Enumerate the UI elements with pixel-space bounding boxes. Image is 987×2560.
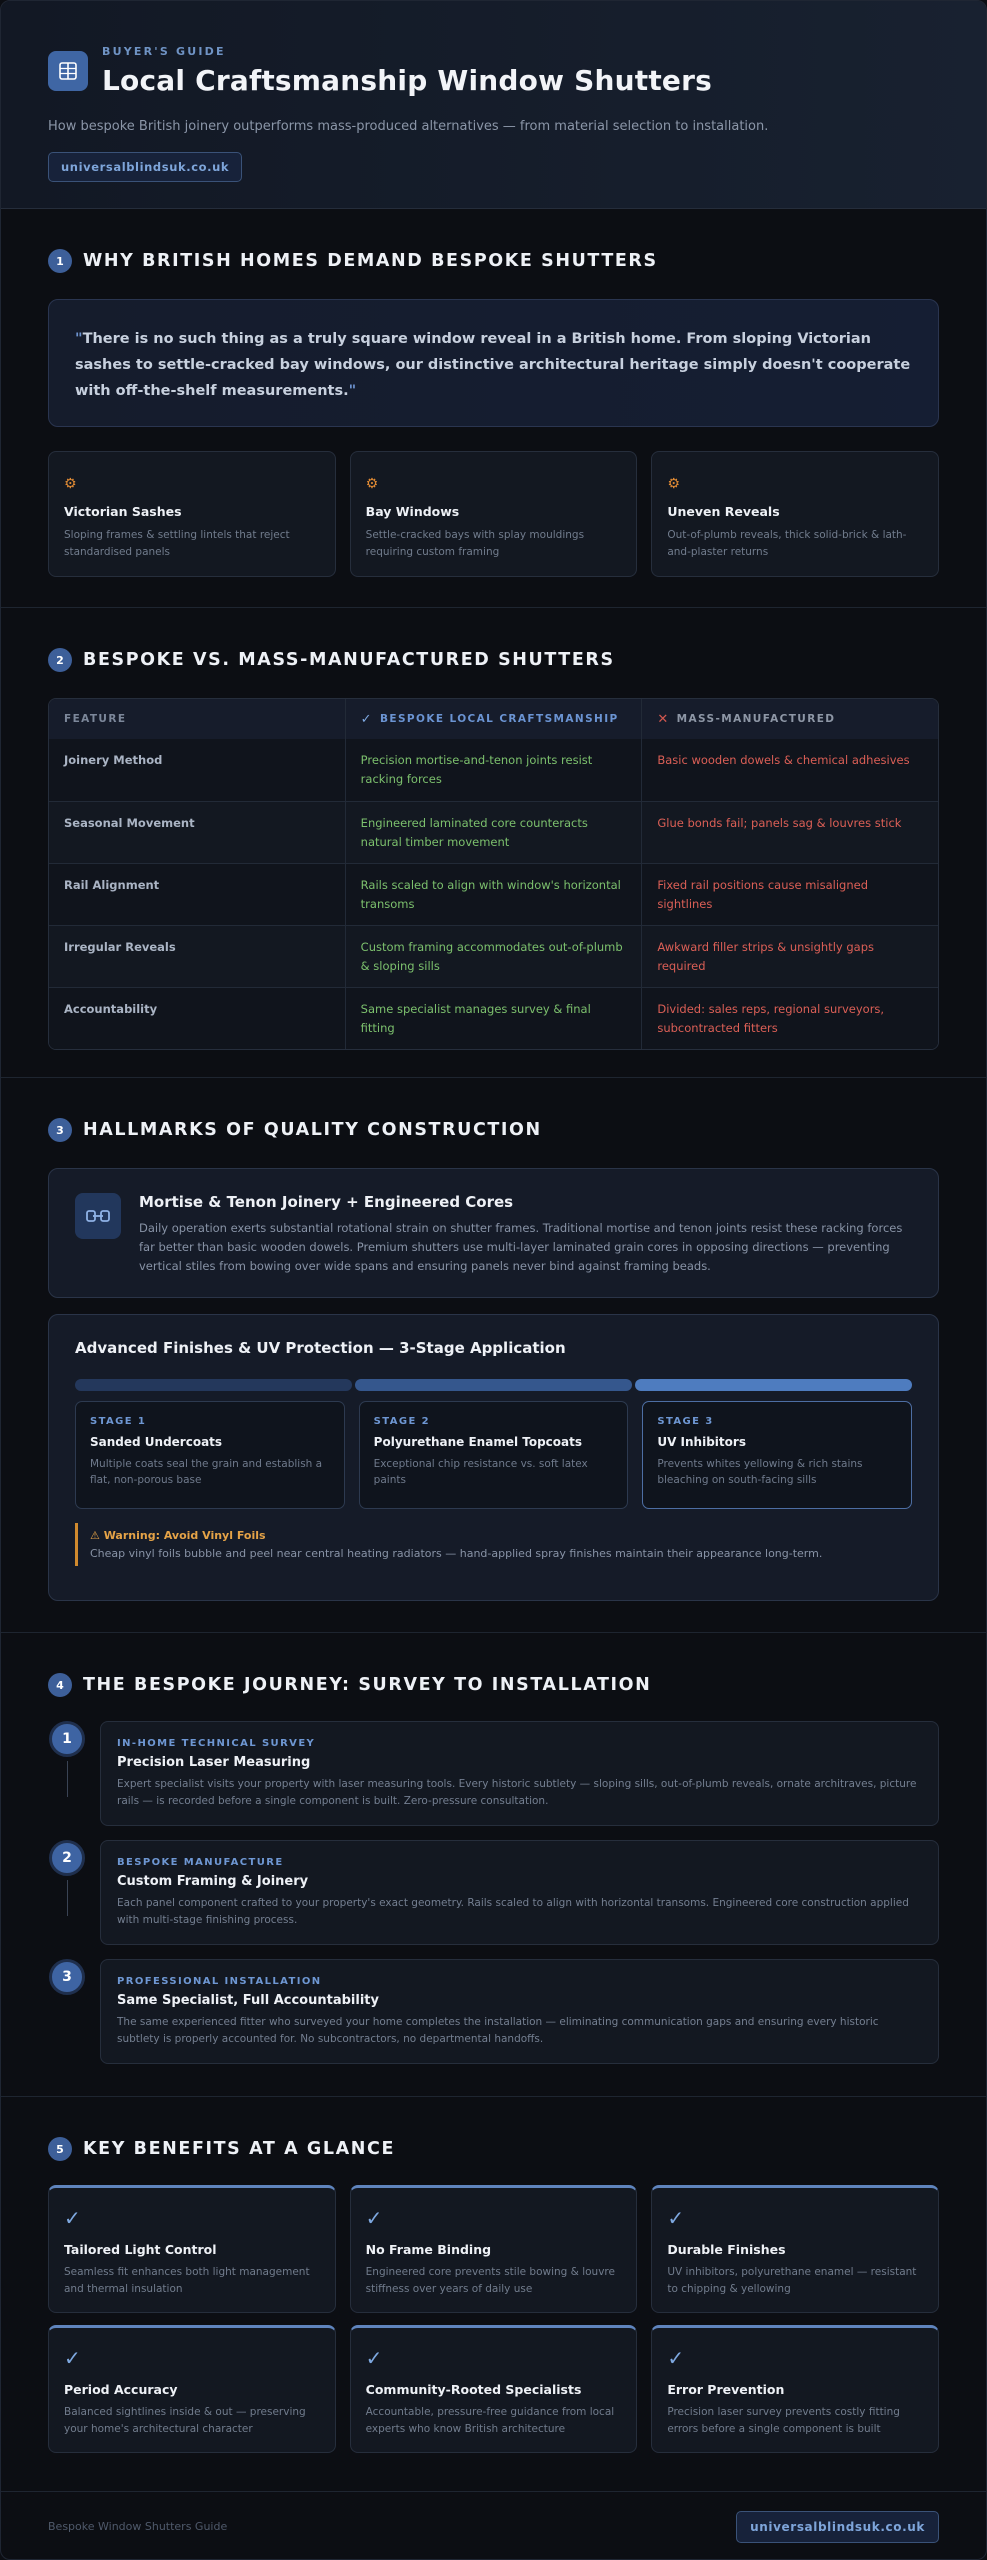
section-comparison — [1, 608, 986, 1078]
step-desc: Expert specialist visits your property with laser measuring tools. Every historic subtlety — sloping sills, out-of-plumb reveals, ornate architraves, picture rails — is recorded before a single component is built. Zero-pressure consultation. — [117, 1778, 917, 1807]
footer-domain-link[interactable]: universalblindsuk.co.uk — [736, 2511, 939, 2543]
stage-card — [75, 1401, 345, 1509]
bespoke-cell: Same specialist manages survey & final fitting — [345, 988, 642, 1049]
feature-cell: Seasonal Movement — [64, 816, 195, 830]
eyebrow: BUYER'S GUIDE — [102, 45, 226, 58]
check-icon: ✓ — [365, 2206, 383, 2230]
finishes-title: Advanced Finishes & UV Protection — 3-Stage Application — [75, 1339, 566, 1357]
benefit-title: No Frame Binding — [365, 2242, 492, 2257]
stage-label: STAGE 1 — [90, 1416, 147, 1427]
bespoke-cell: Precision mortise-and-tenon joints resist racking forces — [345, 739, 642, 801]
step-label: PROFESSIONAL INSTALLATION — [117, 1976, 322, 1987]
bespoke-cell: Custom framing accommodates out-of-plumb & sloping sills — [345, 926, 642, 987]
check-icon: ✓ — [64, 2346, 81, 2370]
step-title: Same Specialist, Full Accountability — [117, 1993, 379, 2008]
stage-desc: Exceptional chip resistance vs. soft latex paints — [373, 1458, 588, 1486]
benefit-title: Period Accuracy — [64, 2382, 178, 2397]
step-desc: The same experienced fitter who surveyed your home completes the installation — eliminating communication gaps and ensuring every historic subtlety is properly accounted for. No subcontractors, no departmental handoffs. — [117, 2016, 879, 2045]
quote-text: There is no such thing as a truly square window reveal in a British home. From sloping Victorian sashes to settle-cracked bay windows, our distinctive architectural heritage simply doesn't cooperate with off-the-shelf measurements. — [75, 331, 911, 399]
step-marker — [48, 1959, 86, 2064]
mass-cell: Awkward filler strips & unsightly gaps required — [641, 926, 938, 987]
table-header-row — [49, 699, 938, 739]
section-title: KEY BENEFITS AT A GLANCE — [83, 2139, 396, 2159]
benefit-card — [651, 2325, 939, 2453]
benefit-desc: Balanced sightlines inside & out — preserving your home's architectural character — [64, 2406, 306, 2435]
benefit-desc: UV inhibitors, polyurethane enamel — resistant to chipping & yellowing — [667, 2266, 917, 2295]
section-title: HALLMARKS OF QUALITY CONSTRUCTION — [83, 1120, 542, 1140]
mass-cell: Fixed rail positions cause misaligned sightlines — [641, 864, 938, 925]
stage-progress-bar — [75, 1379, 912, 1391]
benefit-card — [350, 2185, 638, 2313]
step-title: Precision Laser Measuring — [117, 1755, 311, 1770]
table-row — [49, 801, 938, 863]
column-header-label: BESPOKE LOCAL CRAFTSMANSHIP — [379, 712, 619, 725]
feature-cell: Joinery Method — [64, 753, 163, 767]
benefit-card — [48, 2325, 336, 2453]
timeline-connector — [67, 1880, 68, 1916]
step-number: 3 — [49, 1959, 85, 1995]
section-heading — [48, 2137, 939, 2161]
section-number: 1 — [48, 249, 72, 273]
home-type-card — [48, 451, 336, 577]
benefit-desc: Seamless fit enhances both light management and thermal insulation — [64, 2266, 310, 2295]
mass-cell: Basic wooden dowels & chemical adhesives — [641, 739, 938, 801]
footer-text: Bespoke Window Shutters Guide — [48, 2520, 228, 2533]
gear-icon: ⚙ — [64, 476, 77, 492]
step-card — [100, 1840, 939, 1945]
card-title: Uneven Reveals — [667, 504, 780, 519]
stage-card — [359, 1401, 629, 1509]
stage-desc: Prevents whites yellowing & rich stains bleaching on south-facing sills — [657, 1458, 863, 1486]
timeline-connector — [67, 1761, 68, 1797]
close-quote-icon: " — [348, 383, 357, 399]
open-quote-icon: " — [75, 331, 83, 347]
column-header-mass — [641, 699, 938, 739]
section-heading — [48, 648, 939, 672]
stage-label: STAGE 3 — [657, 1416, 714, 1427]
stage-cards — [75, 1401, 912, 1509]
table-row — [49, 739, 938, 801]
benefit-title: Community-Rooted Specialists — [365, 2382, 582, 2397]
step-marker — [48, 1721, 86, 1826]
column-header-feature: FEATURE — [64, 712, 127, 725]
feature-cell: Irregular Reveals — [64, 940, 176, 954]
card-title: Victorian Sashes — [64, 504, 182, 519]
section-why-bespoke — [1, 209, 986, 608]
section-number: 2 — [48, 648, 72, 672]
journey-step — [48, 1840, 939, 1945]
benefits-grid — [48, 2185, 939, 2453]
benefit-title: Error Prevention — [667, 2382, 785, 2397]
table-row — [49, 987, 938, 1049]
stage-title: UV Inhibitors — [657, 1435, 746, 1449]
feature-cell: Accountability — [64, 1002, 158, 1016]
step-card — [100, 1959, 939, 2064]
check-icon: ✓ — [360, 711, 373, 727]
step-number: 1 — [49, 1721, 85, 1757]
step-label: IN-HOME TECHNICAL SURVEY — [117, 1738, 316, 1749]
section-heading — [48, 249, 939, 273]
domain-link[interactable]: universalblindsuk.co.uk — [48, 152, 242, 182]
joint-link-icon — [75, 1193, 121, 1239]
benefit-card — [48, 2185, 336, 2313]
step-card — [100, 1721, 939, 1826]
journey-step — [48, 1721, 939, 1826]
home-type-card — [651, 451, 939, 577]
journey-step — [48, 1959, 939, 2064]
gear-icon: ⚙ — [667, 476, 680, 492]
step-marker — [48, 1840, 86, 1945]
stage-1-bar — [75, 1379, 352, 1391]
benefit-title: Durable Finishes — [667, 2242, 786, 2257]
benefit-desc: Accountable, pressure-free guidance from local experts who know British architecture — [365, 2406, 615, 2435]
column-header-label: MASS-MANUFACTURED — [676, 712, 836, 725]
home-type-card — [350, 451, 638, 577]
check-icon: ✓ — [365, 2346, 383, 2370]
stage-card — [642, 1401, 912, 1509]
benefit-card — [350, 2325, 638, 2453]
step-desc: Each panel component crafted to your property's exact geometry. Rails scaled to align with horizontal transoms. Engineered core construction applied with multi-stage finishing process. — [117, 1897, 909, 1926]
stage-label: STAGE 2 — [373, 1416, 430, 1427]
hero-titles — [102, 45, 712, 97]
page-footer — [1, 2492, 986, 2560]
comparison-table — [48, 698, 939, 1050]
journey-timeline — [48, 1721, 939, 2064]
page-subtitle: How bespoke British joinery outperforms mass-produced alternatives — from material selection to installation. — [48, 119, 769, 134]
stage-title: Polyurethane Enamel Topcoats — [373, 1435, 583, 1449]
bespoke-cell: Rails scaled to align with window's horizontal transoms — [345, 864, 642, 925]
section-benefits — [1, 2097, 986, 2492]
section-heading — [48, 1118, 939, 1142]
card-desc: Sloping frames & settling lintels that reject standardised panels — [64, 529, 290, 558]
benefit-desc: Precision laser survey prevents costly fitting errors before a single component is built — [667, 2406, 900, 2435]
step-number: 2 — [49, 1840, 85, 1876]
table-row — [49, 863, 938, 925]
benefit-card — [651, 2185, 939, 2313]
finishes-card — [48, 1314, 939, 1601]
section-heading — [48, 1673, 939, 1697]
table-row — [49, 925, 938, 987]
warning-desc: Cheap vinyl foils bubble and peel near central heating radiators — hand-applied spray finishes maintain their appearance long-term. — [90, 1547, 823, 1560]
cross-icon: ✕ — [657, 711, 670, 727]
page-title: Local Craftsmanship Window Shutters — [102, 64, 712, 97]
warning-title: ⚠ Warning: Avoid Vinyl Foils — [90, 1529, 266, 1542]
card-desc: Settle-cracked bays with splay mouldings requiring custom framing — [365, 529, 585, 558]
mortise-desc: Daily operation exerts substantial rotational strain on shutter frames. Traditional mortise and tenon joints resist these racking forces far better than basic wooden dowels. Premium shutters use multi-layer laminated grain cores in opposing directions — preventing vertical stiles from bowing over wide spans and ensuring panels never bind against framing beads. — [139, 1221, 903, 1273]
mortise-text — [139, 1193, 912, 1273]
card-desc: Out-of-plumb reveals, thick solid-brick & lath-and-plaster returns — [667, 529, 907, 558]
gear-icon: ⚙ — [365, 476, 379, 492]
table-body — [49, 739, 938, 1049]
mass-cell: Glue bonds fail; panels sag & louvres stick — [641, 802, 938, 863]
section-number: 5 — [48, 2137, 72, 2161]
stage-3-bar — [635, 1379, 912, 1391]
card-title: Bay Windows — [365, 504, 460, 519]
section-title: THE BESPOKE JOURNEY: SURVEY TO INSTALLATION — [83, 1675, 652, 1695]
feature-cell: Rail Alignment — [64, 878, 160, 892]
warning-callout — [75, 1523, 912, 1566]
column-header-bespoke — [345, 699, 642, 739]
section-number: 4 — [48, 1673, 72, 1697]
section-journey — [1, 1633, 986, 2097]
step-label: BESPOKE MANUFACTURE — [117, 1857, 284, 1868]
hero-header — [1, 1, 986, 209]
mortise-title: Mortise & Tenon Joinery + Engineered Cores — [139, 1193, 514, 1211]
stage-2-bar — [355, 1379, 632, 1391]
hero-top — [48, 45, 939, 97]
section-title: WHY BRITISH HOMES DEMAND BESPOKE SHUTTERS — [83, 251, 658, 271]
section-quality — [1, 1078, 986, 1633]
mortise-card — [48, 1168, 939, 1298]
step-title: Custom Framing & Joinery — [117, 1874, 309, 1889]
section-title: BESPOKE VS. MASS-MANUFACTURED SHUTTERS — [83, 650, 615, 670]
mass-cell: Divided: sales reps, regional surveyors, subcontracted fitters — [641, 988, 938, 1049]
bespoke-cell: Engineered laminated core counteracts natural timber movement — [345, 802, 642, 863]
benefit-desc: Engineered core prevents stile bowing & louvre stiffness over years of daily use — [365, 2266, 615, 2295]
check-icon: ✓ — [667, 2206, 685, 2230]
home-type-cards — [48, 451, 939, 577]
window-grid-icon — [48, 51, 88, 91]
check-icon: ✓ — [667, 2346, 685, 2370]
stage-desc: Multiple coats seal the grain and establish a flat, non-porous base — [90, 1458, 323, 1486]
section-number: 3 — [48, 1118, 72, 1142]
quote-block — [48, 299, 939, 427]
stage-title: Sanded Undercoats — [90, 1435, 223, 1449]
check-icon: ✓ — [64, 2206, 81, 2230]
benefit-title: Tailored Light Control — [64, 2242, 217, 2257]
